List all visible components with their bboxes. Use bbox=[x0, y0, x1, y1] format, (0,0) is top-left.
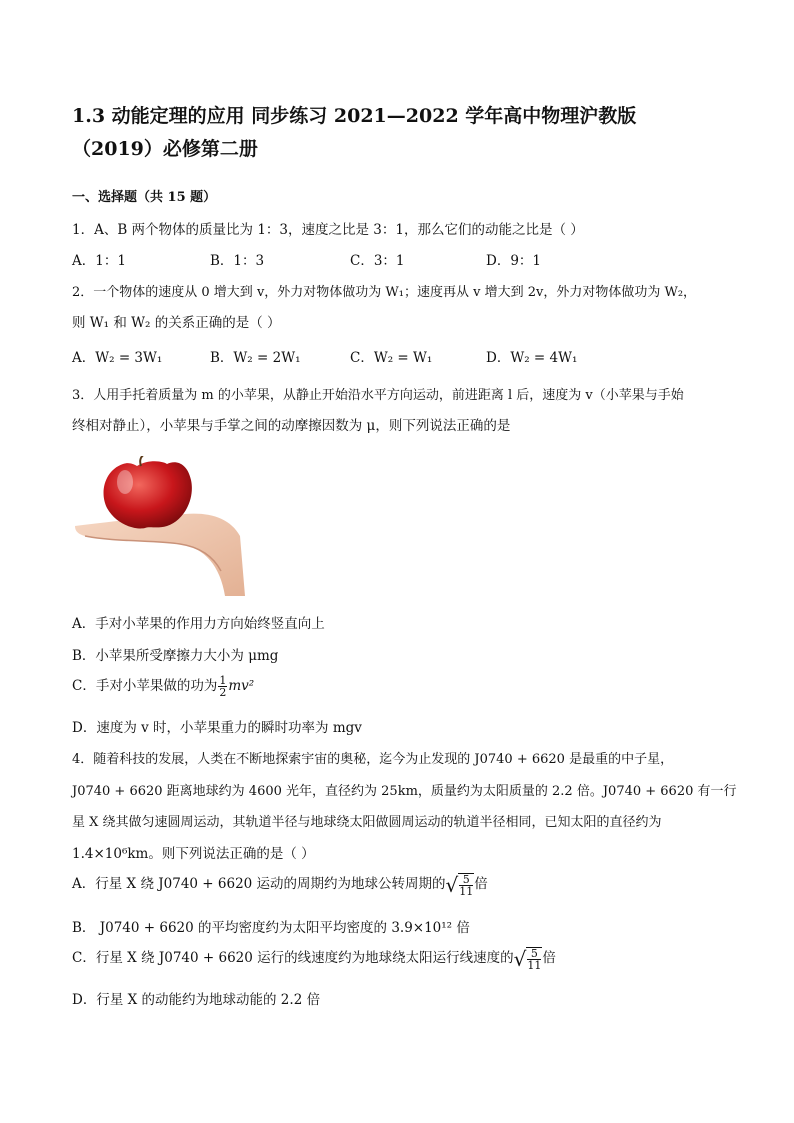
q3-option-b: B．小苹果所受摩擦力大小为 μmg bbox=[72, 648, 279, 664]
title-line-1: 1.3 动能定理的应用 同步练习 2021—2022 学年高中物理沪教版 bbox=[72, 105, 637, 127]
q1-option-d: D．9：1 bbox=[486, 253, 542, 269]
fraction-denominator: 11 bbox=[459, 884, 474, 898]
question-4-line-1: 4．随着科技的发展，人类在不断地探索宇宙的奥秘，迄今为止发现的 J0740 + 6620 是最重的中子星， bbox=[72, 752, 674, 767]
sqrt-symbol: √ bbox=[445, 872, 459, 897]
q4-option-a bbox=[72, 872, 488, 897]
question-3-line-1: 3．人用手托着质量为 m 的小苹果，从静止开始沿水平方向运动，前进距离 l 后，速度为 v（小苹果与手始 bbox=[72, 388, 684, 403]
question-4-line-3: 星 X 绕其做匀速圆周运动，其轨道半径与地球绕太阳做圆周运动的轨道半径相同，已知太阳的直径约为 bbox=[72, 815, 662, 830]
q3-option-d: D．速度为 v 时，小苹果重力的瞬时功率为 mgv bbox=[72, 720, 362, 736]
fraction-denominator: 2 bbox=[219, 686, 227, 699]
apple-hand-illustration bbox=[75, 456, 245, 596]
sqrt-symbol: √ bbox=[513, 946, 527, 971]
q2-option-c: C．W₂ = W₁ bbox=[350, 350, 433, 366]
q2-option-d: D．W₂ = 4W₁ bbox=[486, 350, 578, 366]
apple-on-hand-image bbox=[75, 456, 245, 596]
question-2-line-1: 2．一个物体的速度从 0 增大到 v，外力对物体做功为 W₁；速度再从 v 增大到 2v，外力对物体做功为 W₂， bbox=[72, 285, 697, 300]
apple-highlight bbox=[117, 470, 133, 494]
question-2-line-2: 则 W₁ 和 W₂ 的关系正确的是（ ） bbox=[72, 315, 281, 331]
q3-option-c-text: C．手对小苹果做的功为 bbox=[72, 678, 218, 694]
q1-option-b: B．1：3 bbox=[210, 253, 265, 269]
q2-option-a: A．W₂ = 3W₁ bbox=[72, 350, 163, 366]
q3-option-c bbox=[72, 674, 254, 698]
q4-option-c bbox=[72, 946, 556, 971]
q1-option-a: A．1：1 bbox=[72, 253, 126, 269]
q1-option-c: C．3：1 bbox=[350, 253, 405, 269]
question-4-line-4: 1.4×10⁶km。则下列说法正确的是（ ） bbox=[72, 846, 315, 862]
title-line-2: （2019）必修第二册 bbox=[72, 138, 258, 160]
q2-option-b: B．W₂ = 2W₁ bbox=[210, 350, 301, 366]
q4-option-a-text: A．行星 X 绕 J0740 + 6620 运动的周期约为地球公转周期的 bbox=[72, 876, 446, 892]
q4-option-c-text: C．行星 X 绕 J0740 + 6620 运行的线速度约为地球绕太阳运行线速度的 bbox=[72, 950, 514, 966]
fraction-one-half bbox=[218, 675, 227, 698]
fraction-denominator: 11 bbox=[527, 958, 542, 972]
q4-option-a-suffix: 倍 bbox=[474, 876, 488, 892]
fraction-numerator: 5 bbox=[527, 948, 541, 960]
question-1: 1．A、B 两个物体的质量比为 1：3，速度之比是 3：1，那么它们的动能之比是（ ） bbox=[72, 222, 584, 238]
sqrt-5-over-11 bbox=[446, 873, 475, 897]
apple-shape bbox=[104, 461, 192, 528]
question-4-line-2: J0740 + 6620 距离地球约为 4600 光年，直径约为 25km，质量约为太阳质量的 2.2 倍。J0740 + 6620 有一行 bbox=[72, 784, 737, 799]
q3-option-c-formula: mv² bbox=[228, 678, 255, 694]
q4-option-b: B． J0740 + 6620 的平均密度约为太阳平均密度的 3.9×10¹² 倍 bbox=[72, 920, 470, 936]
document-title bbox=[72, 100, 722, 166]
q4-option-c-suffix: 倍 bbox=[542, 950, 556, 966]
section-heading: 一、选择题（共 15 题） bbox=[72, 190, 217, 205]
q4-option-d: D．行星 X 的动能约为地球动能的 2.2 倍 bbox=[72, 992, 321, 1008]
q3-option-a: A．手对小苹果的作用力方向始终竖直向上 bbox=[72, 616, 325, 632]
question-3-line-2: 终相对静止），小苹果与手掌之间的动摩擦因数为 μ，则下列说法正确的是 bbox=[72, 418, 511, 434]
sqrt-5-over-11 bbox=[514, 947, 543, 971]
fraction-numerator: 5 bbox=[459, 874, 473, 886]
fraction-numerator: 1 bbox=[219, 674, 227, 687]
